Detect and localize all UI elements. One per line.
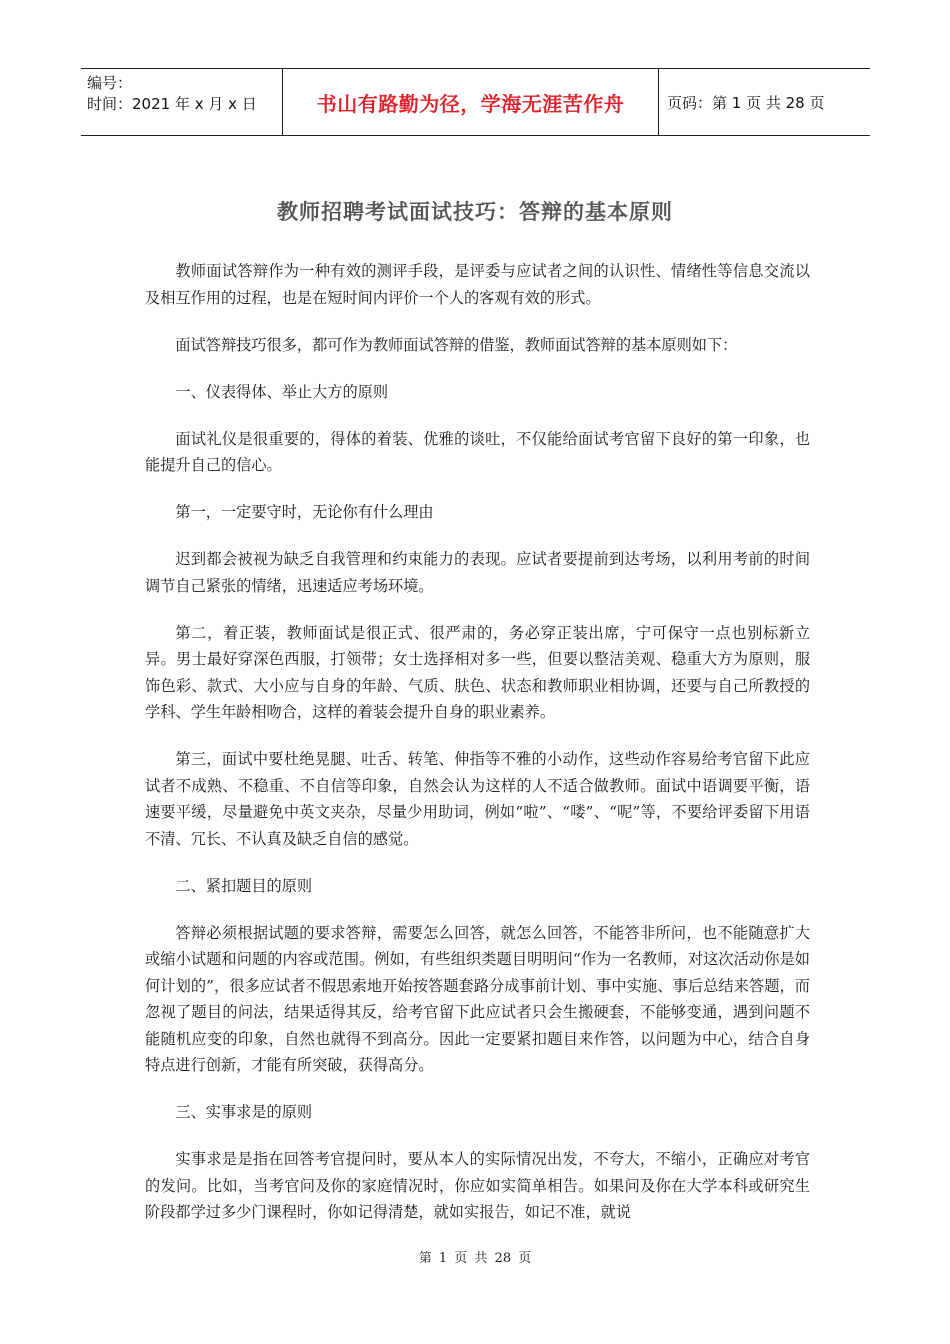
paragraph-principles-lead: 面试答辩技巧很多，都可作为教师面试答辩的借鉴，教师面试答辩的基本原则如下： bbox=[175, 335, 738, 354]
paragraph-truthfulness: 实事求是是指在回答考官提问时，要从本人的实际情况出发，不夸大，不缩小，正确应对考官的发问。比如，当考官问及你的家庭情况时，你应如实简单相告。如果问及你在大学本科或研究生阶段都学过多少门课程时，你如记得清楚，就如实报告，如记不准，就说 bbox=[145, 1150, 810, 1221]
point-punctuality: 第一，一定要守时，无论你有什么理由 bbox=[175, 503, 434, 521]
document-title: 教师招聘考试面试技巧：答辩的基本原则 bbox=[277, 200, 673, 224]
document-header bbox=[81, 68, 870, 136]
paragraph-behavior: 第三，面试中要杜绝晃腿、吐舌、转笔、伸指等不雅的小动作，这些动作容易给考官留下此应试者不成熟、不稳重、不自信等印象，自然会认为这样的人不适合做教师。面试中语调要平衡，语速要平缓，尽量避免中英文夹杂，尽量少用助词，例如“啦”、“喽”、“呢”等，不要给评委留下用语不清、冗长、不认真及缺乏自信的感觉。 bbox=[145, 750, 810, 848]
section-heading-3: 三、实事求是的原则 bbox=[175, 1103, 313, 1121]
header-motto: 书山有路勤为径，学海无涯苦作舟 bbox=[283, 69, 659, 135]
header-date-label: 时间：2021 年 x 月 x 日 bbox=[87, 95, 257, 113]
document-body bbox=[145, 258, 810, 1246]
paragraph-intro: 教师面试答辩作为一种有效的测评手段，是评委与应试者之间的认识性、情绪性等信息交流以及相互作用的过程，也是在短时间内评价一个人的客观有效的形式。 bbox=[145, 262, 810, 307]
header-number-label: 编号： bbox=[87, 74, 133, 92]
paragraph-punctuality: 迟到都会被视为缺乏自我管理和约束能力的表现。应试者要提前到达考场，以利用考前的时间调节自己紧张的情绪，迅速适应考场环境。 bbox=[145, 550, 810, 595]
paragraph-etiquette: 面试礼仪是很重要的，得体的着装、优雅的谈吐，不仅能给面试考官留下良好的第一印象，也能提升自己的信心。 bbox=[145, 429, 810, 474]
paragraph-stay-on-topic: 答辩必须根据试题的要求答辩，需要怎么回答，就怎么回答，不能答非所问，也不能随意扩大或缩小试题和问题的内容或范围。例如，有些组织类题目明明问“作为一名教师，对这次活动你是如何计划的”，很多应试者不假思索地开始按答题套路分成事前计划、事中实施、事后总结来答题，而忽视了题目的问法，结果适得其反，给考官留下此应试者只会生搬硬套，不能够变通，遇到问题不能随机应变的印象，自然也就得不到高分。因此一定要紧扣题目来作答，以问题为中心，结合自身特点进行创新，才能有所突破，获得高分。 bbox=[145, 923, 810, 1074]
section-heading-2: 二、紧扣题目的原则 bbox=[175, 876, 313, 895]
section-heading-1: 一、仪表得体、举止大方的原则 bbox=[175, 382, 389, 401]
page-footer: 第 1 页 共 28 页 bbox=[418, 1251, 532, 1266]
header-meta-cell bbox=[81, 69, 283, 135]
paragraph-dress: 第二，着正装，教师面试是很正式、很严肃的，务必穿正装出席，宁可保守一点也别标新立异。男士最好穿深色西服，打领带；女士选择相对多一些，但要以整洁美观、稳重大方为原则，服饰色彩、款式、大小应与自身的年龄、气质、肤色、状态和教师职业相协调，还要与自己所教授的学科、学生年龄相吻合，这样的着装会提升自身的职业素养。 bbox=[145, 623, 810, 721]
header-page-info: 页码：第 1 页 共 28 页 bbox=[667, 93, 825, 112]
